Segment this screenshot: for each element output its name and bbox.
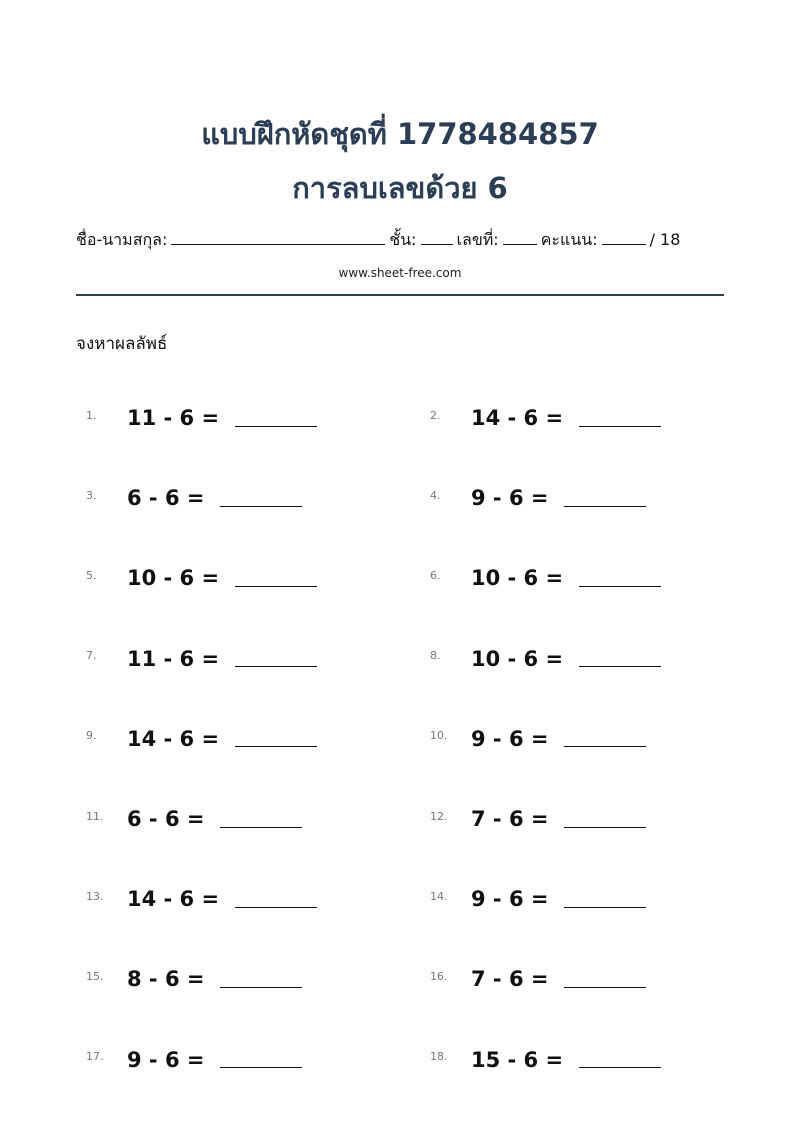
name-blank[interactable] — [171, 228, 385, 245]
score-label: คะแนน: — [540, 230, 598, 249]
student-number-label: เลขที่: — [456, 230, 499, 249]
problem-number: 7. — [86, 649, 97, 663]
answer-blank[interactable] — [564, 987, 646, 988]
student-info-line — [76, 228, 724, 252]
score-blank[interactable] — [602, 228, 646, 245]
answer-blank[interactable] — [564, 746, 646, 747]
problem-expression: 10 - 6 = — [471, 566, 564, 591]
problem-expression: 9 - 6 = — [471, 486, 549, 511]
problem-item — [430, 1040, 661, 1080]
problem-expression: 7 - 6 = — [471, 967, 549, 992]
problem-expression: 7 - 6 = — [471, 807, 549, 831]
header-divider — [76, 294, 724, 296]
answer-blank[interactable] — [564, 907, 646, 908]
problem-number: 6. — [430, 568, 441, 582]
answer-blank[interactable] — [220, 1067, 302, 1068]
problem-item — [430, 558, 661, 598]
problem-item — [86, 799, 302, 839]
answer-blank[interactable] — [579, 586, 661, 587]
problem-expression: 9 - 6 = — [127, 1047, 205, 1072]
problem-item — [430, 478, 646, 518]
problem-expression: 15 - 6 = — [471, 1047, 564, 1072]
problem-number: 9. — [86, 729, 97, 743]
problem-expression: 14 - 6 = — [127, 887, 220, 912]
problem-number: 5. — [86, 568, 97, 582]
answer-blank[interactable] — [564, 506, 646, 507]
problem-expression: 14 - 6 = — [471, 406, 564, 430]
problem-item — [86, 478, 302, 518]
problem-number: 14. — [430, 889, 448, 903]
problem-number: 15. — [86, 969, 104, 983]
problem-number: 4. — [430, 488, 441, 502]
answer-blank[interactable] — [235, 666, 317, 667]
answer-blank[interactable] — [579, 426, 661, 427]
problem-number: 8. — [430, 649, 441, 663]
problem-expression: 9 - 6 = — [471, 726, 549, 751]
class-label: ชั้น: — [389, 230, 417, 249]
problem-number: 10. — [430, 729, 448, 743]
instructions: จงหาผลลัพธ์ — [76, 334, 168, 354]
problem-expression: 10 - 6 = — [471, 646, 564, 671]
problem-item — [86, 639, 317, 679]
problem-item — [86, 959, 302, 999]
problem-expression: 14 - 6 = — [127, 726, 220, 751]
answer-blank[interactable] — [220, 987, 302, 988]
answer-blank[interactable] — [220, 827, 302, 828]
problem-number: 18. — [430, 1050, 448, 1064]
problem-item — [86, 719, 317, 759]
problem-expression: 8 - 6 = — [127, 967, 205, 992]
problem-item — [430, 799, 646, 839]
student-number-blank[interactable] — [503, 228, 537, 245]
problem-expression: 11 - 6 = — [127, 406, 220, 430]
problem-expression: 11 - 6 = — [127, 646, 220, 671]
answer-blank[interactable] — [579, 1067, 661, 1068]
problem-number: 17. — [86, 1050, 104, 1064]
answer-blank[interactable] — [235, 907, 317, 908]
name-label: ชื่อ-นามสกุล: — [76, 230, 168, 249]
problem-number: 16. — [430, 969, 448, 983]
problem-item — [86, 879, 317, 919]
problem-expression: 9 - 6 = — [471, 887, 549, 912]
problem-number: 11. — [86, 809, 104, 823]
answer-blank[interactable] — [235, 586, 317, 587]
worksheet-subtitle: การลบเลขด้วย 6 — [292, 171, 508, 205]
problem-item — [430, 398, 661, 438]
website-url: www.sheet-free.com — [338, 266, 462, 280]
answer-blank[interactable] — [220, 506, 302, 507]
worksheet-title: แบบฝึกหัดชุดที่ 1778484857 — [201, 117, 599, 151]
problem-number: 13. — [86, 889, 104, 903]
problem-item — [430, 639, 661, 679]
problem-item — [86, 1040, 302, 1080]
problem-expression: 10 - 6 = — [127, 566, 220, 591]
score-total: / 18 — [649, 230, 681, 249]
problem-number: 1. — [86, 408, 97, 422]
class-blank[interactable] — [421, 228, 453, 245]
answer-blank[interactable] — [235, 746, 317, 747]
problem-item — [430, 719, 646, 759]
problem-number: 12. — [430, 809, 448, 823]
answer-blank[interactable] — [235, 426, 317, 427]
problem-item — [430, 959, 646, 999]
problem-number: 2. — [430, 408, 441, 422]
answer-blank[interactable] — [564, 827, 646, 828]
problem-number: 3. — [86, 488, 97, 502]
problem-item — [430, 879, 646, 919]
problem-expression: 6 - 6 = — [127, 486, 205, 511]
answer-blank[interactable] — [579, 666, 661, 667]
problem-item — [86, 558, 317, 598]
problem-item — [86, 398, 317, 438]
problem-expression: 6 - 6 = — [127, 807, 205, 831]
